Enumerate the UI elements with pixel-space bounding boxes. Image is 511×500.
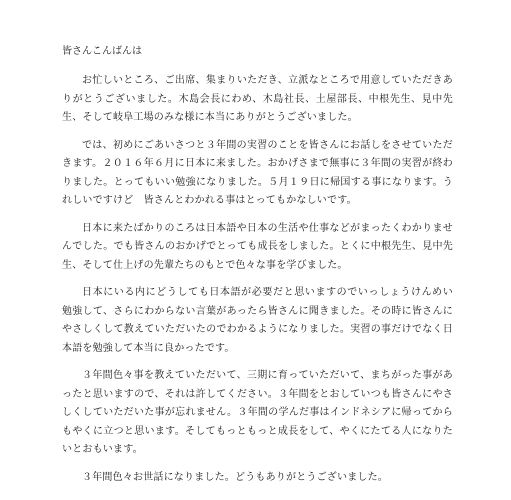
letter-paragraph-6: ３年間色々お世話になりました。どうもありがとうございました。 <box>82 471 388 483</box>
letter-paragraph-5: ３年間色々事を教えていただいて、三期に育っていただいて、まちがった事があったと思いますので、それは許してください。３年間をとおしていつも皆さんにやさしくしていただいた事が忘れません。３年間の学んだ事はインドネシアに帰ってからもやくに立つと思います。そしてもっともっと成長をして、やくにたてる人になりたいとおもいます。 <box>62 370 453 455</box>
letter-paragraph-2: では、初めにごあいさつと３年間の実習のことを皆さんにお話しをさせていただきます。２０１６年６月に日本に来ました。おかげさまで無事に３年間の実習が終わりました。とってもいい勉強になりました。５月１９日に帰国する事になります。うれしいですけど 皆さんとわかれる事はとってもかなしいです。 <box>62 139 453 206</box>
letter-paragraph-3: 日本に来たばかりのころは日本語や日本の生活や仕事などがまったくわかりませんでした。でも皆さんのおかげでとっても成長をしました。とくに中根先生、見中先生、そして仕上げの先輩たちのもとで色々な事を学びました。 <box>62 222 453 271</box>
letter-paragraph-4: 日本にいる内にどうしても日本語が必要だと思いますのでいっしょうけんめい 勉強して、さらにわからない言葉があったら皆さんに聞きました。その時に皆さんにやさしくして教えていただいたのでわかるようになりました。実習の事だけでなく日本語を勉強して本当に良かったです。 <box>62 287 464 354</box>
letter-paragraph-1: お忙しいところ、ご出席、集まりいただき、立派なところで用意していただきありがとうございました。木島会長にわめ、木島社長、土屋部長、中根先生、見中先生、そして岐阜工場のみな様に本当にありがとうございました。 <box>62 75 453 123</box>
letter-greeting: 皆さんこんばんは <box>62 46 142 57</box>
